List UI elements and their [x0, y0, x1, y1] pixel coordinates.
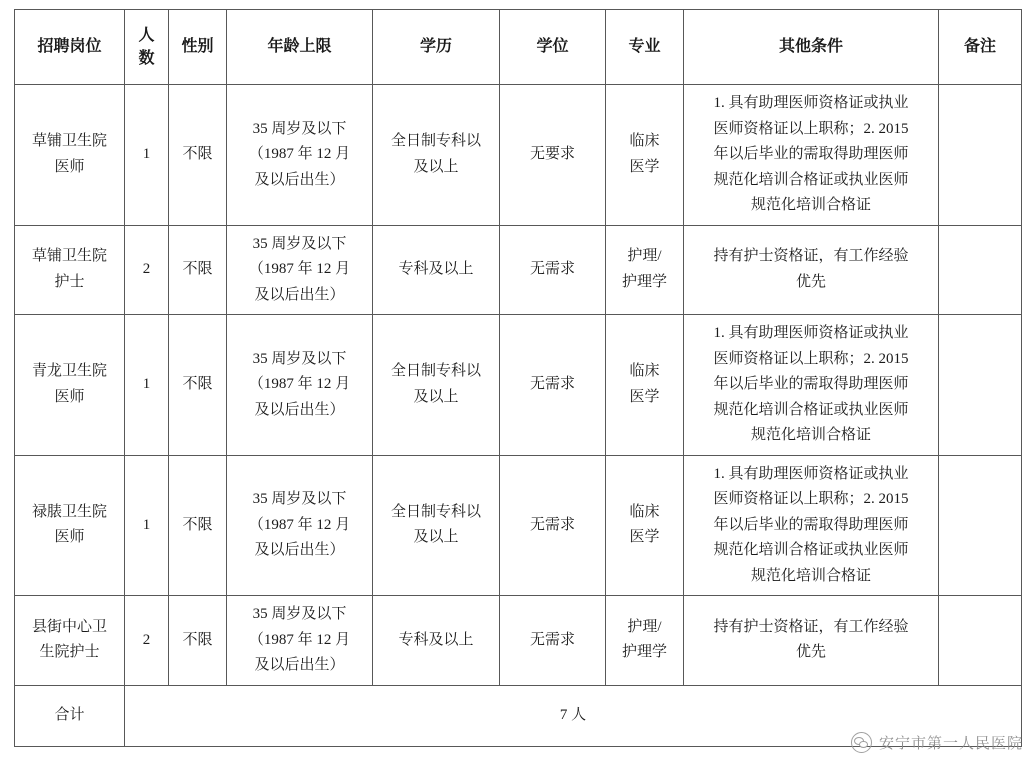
major-line: 护理/: [627, 248, 662, 265]
cell-major: [606, 455, 684, 596]
education-line: 全日制专科以: [390, 133, 481, 150]
cell-age: [227, 225, 373, 315]
header-degree: 学位: [500, 10, 606, 85]
other-line: 规范化培训合格证或执业医师: [713, 171, 909, 188]
document-page: [14, 9, 1021, 747]
header-other-conditions: 其他条件: [684, 10, 939, 85]
cell-number: 1: [125, 85, 169, 226]
education-line: 及以上: [413, 388, 459, 405]
cell-post: [15, 225, 125, 315]
other-line: 医师资格证以上职称；2. 2015: [713, 350, 909, 367]
header-major: 专业: [606, 10, 684, 85]
table-row: [15, 225, 1022, 315]
cell-number: 2: [125, 225, 169, 315]
cell-number: 2: [125, 596, 169, 686]
cell-degree: 无需求: [500, 596, 606, 686]
cell-other-conditions: [684, 225, 939, 315]
total-value: 7 人: [125, 685, 1022, 746]
cell-other-conditions: [684, 455, 939, 596]
cell-number: 1: [125, 315, 169, 456]
age-line: 及以后出生）: [254, 657, 345, 673]
age-line: 35 周岁及以下: [252, 350, 347, 367]
cell-other-conditions: [684, 596, 939, 686]
post-line: 护士: [54, 273, 85, 290]
other-line: 医师资格证以上职称；2. 2015: [713, 491, 909, 507]
post-line: 医师: [54, 158, 85, 175]
table-row: [15, 85, 1022, 226]
major-line: 护理/: [627, 618, 662, 635]
cell-post: [15, 455, 125, 596]
cell-remark: [939, 315, 1022, 456]
post-line: 医师: [54, 529, 85, 546]
cell-education: 专科及以上: [373, 225, 500, 315]
wechat-icon: [851, 732, 872, 753]
cell-degree: 无需求: [500, 315, 606, 456]
age-line: （1987 年 12 月: [248, 146, 351, 162]
header-number: [125, 10, 169, 85]
cell-age: [227, 455, 373, 596]
cell-post: [15, 315, 125, 456]
total-label: 合计: [15, 685, 125, 746]
header-number-line2: 数: [138, 50, 155, 67]
education-line: 及以上: [413, 529, 459, 546]
other-line: 1. 具有助理医师资格证或执业: [713, 325, 909, 341]
age-line: 35 周岁及以下: [252, 120, 347, 137]
other-line: 年以后毕业的需取得助理医师: [713, 376, 909, 392]
other-line: 优先: [795, 644, 826, 661]
age-line: （1987 年 12 月: [248, 516, 351, 533]
other-line: 规范化培训合格证: [750, 197, 871, 213]
cell-post: [15, 85, 125, 226]
cell-major: [606, 596, 684, 686]
table-row: [15, 315, 1022, 456]
other-line: 年以后毕业的需取得助理医师: [713, 516, 909, 533]
age-line: （1987 年 12 月: [248, 631, 351, 648]
watermark-text: 安宁市第一人民医院: [878, 735, 1023, 752]
cell-age: [227, 315, 373, 456]
other-line: 持有护士资格证，有工作经验: [713, 618, 909, 635]
cell-major: [606, 315, 684, 456]
major-line: 医学: [629, 388, 660, 405]
cell-education: [373, 455, 500, 596]
header-post: 招聘岗位: [15, 10, 125, 85]
age-line: （1987 年 12 月: [248, 261, 351, 277]
post-line: 县街中心卫: [31, 618, 107, 635]
cell-major: [606, 85, 684, 226]
major-line: 临床: [629, 503, 660, 520]
major-line: 医学: [629, 529, 660, 546]
cell-gender: 不限: [169, 225, 227, 315]
major-line: 临床: [629, 133, 660, 150]
education-line: 全日制专科以: [390, 503, 481, 520]
age-line: 及以后出生）: [254, 286, 345, 303]
cell-education: [373, 85, 500, 226]
cell-gender: 不限: [169, 315, 227, 456]
cell-degree: 无需求: [500, 225, 606, 315]
cell-remark: [939, 455, 1022, 596]
education-line: 及以上: [413, 158, 459, 175]
header-age: 年龄上限: [227, 10, 373, 85]
header-gender: 性别: [169, 10, 227, 85]
major-line: 护理学: [621, 644, 667, 661]
age-line: 35 周岁及以下: [252, 491, 347, 507]
post-line: 草铺卫生院: [31, 133, 107, 150]
other-line: 医师资格证以上职称；2. 2015: [713, 120, 909, 137]
cell-age: [227, 596, 373, 686]
cell-gender: 不限: [169, 455, 227, 596]
post-line: 青龙卫生院: [31, 363, 107, 380]
cell-post: [15, 596, 125, 686]
other-line: 规范化培训合格证或执业医师: [713, 542, 909, 558]
other-line: 1. 具有助理医师资格证或执业: [713, 465, 909, 482]
cell-degree: 无需求: [500, 455, 606, 596]
cell-gender: 不限: [169, 85, 227, 226]
other-line: 规范化培训合格证或执业医师: [713, 401, 909, 418]
cell-number: 1: [125, 455, 169, 596]
age-line: 及以后出生）: [254, 171, 345, 188]
cell-gender: 不限: [169, 596, 227, 686]
cell-other-conditions: [684, 315, 939, 456]
major-line: 临床: [629, 363, 660, 380]
recruitment-table: [14, 9, 1022, 747]
header-education: 学历: [373, 10, 500, 85]
other-line: 优先: [795, 273, 826, 290]
age-line: 35 周岁及以下: [252, 235, 347, 252]
post-line: 草铺卫生院: [31, 248, 107, 265]
post-line: 禄脿卫生院: [31, 503, 107, 520]
table-row: [15, 596, 1022, 686]
age-line: 及以后出生）: [254, 401, 345, 418]
age-line: 35 周岁及以下: [252, 606, 347, 622]
watermark: [851, 732, 1023, 753]
cell-other-conditions: [684, 85, 939, 226]
age-line: 及以后出生）: [254, 542, 345, 558]
major-line: 护理学: [621, 273, 667, 290]
age-line: （1987 年 12 月: [248, 376, 351, 392]
other-line: 持有护士资格证，有工作经验: [713, 248, 909, 265]
post-line: 生院护士: [39, 644, 100, 661]
cell-education: [373, 315, 500, 456]
cell-major: [606, 225, 684, 315]
cell-remark: [939, 225, 1022, 315]
other-line: 年以后毕业的需取得助理医师: [713, 146, 909, 162]
cell-remark: [939, 596, 1022, 686]
education-line: 全日制专科以: [390, 363, 481, 380]
cell-age: [227, 85, 373, 226]
other-line: 规范化培训合格证: [750, 567, 871, 584]
header-remark: 备注: [939, 10, 1022, 85]
other-line: 规范化培训合格证: [750, 427, 871, 443]
table-header-row: [15, 10, 1022, 85]
cell-remark: [939, 85, 1022, 226]
major-line: 医学: [629, 158, 660, 175]
header-number-line1: 人: [138, 26, 155, 44]
cell-education: 专科及以上: [373, 596, 500, 686]
post-line: 医师: [54, 388, 85, 405]
table-row: [15, 455, 1022, 596]
cell-degree: 无要求: [500, 85, 606, 226]
other-line: 1. 具有助理医师资格证或执业: [713, 95, 909, 111]
